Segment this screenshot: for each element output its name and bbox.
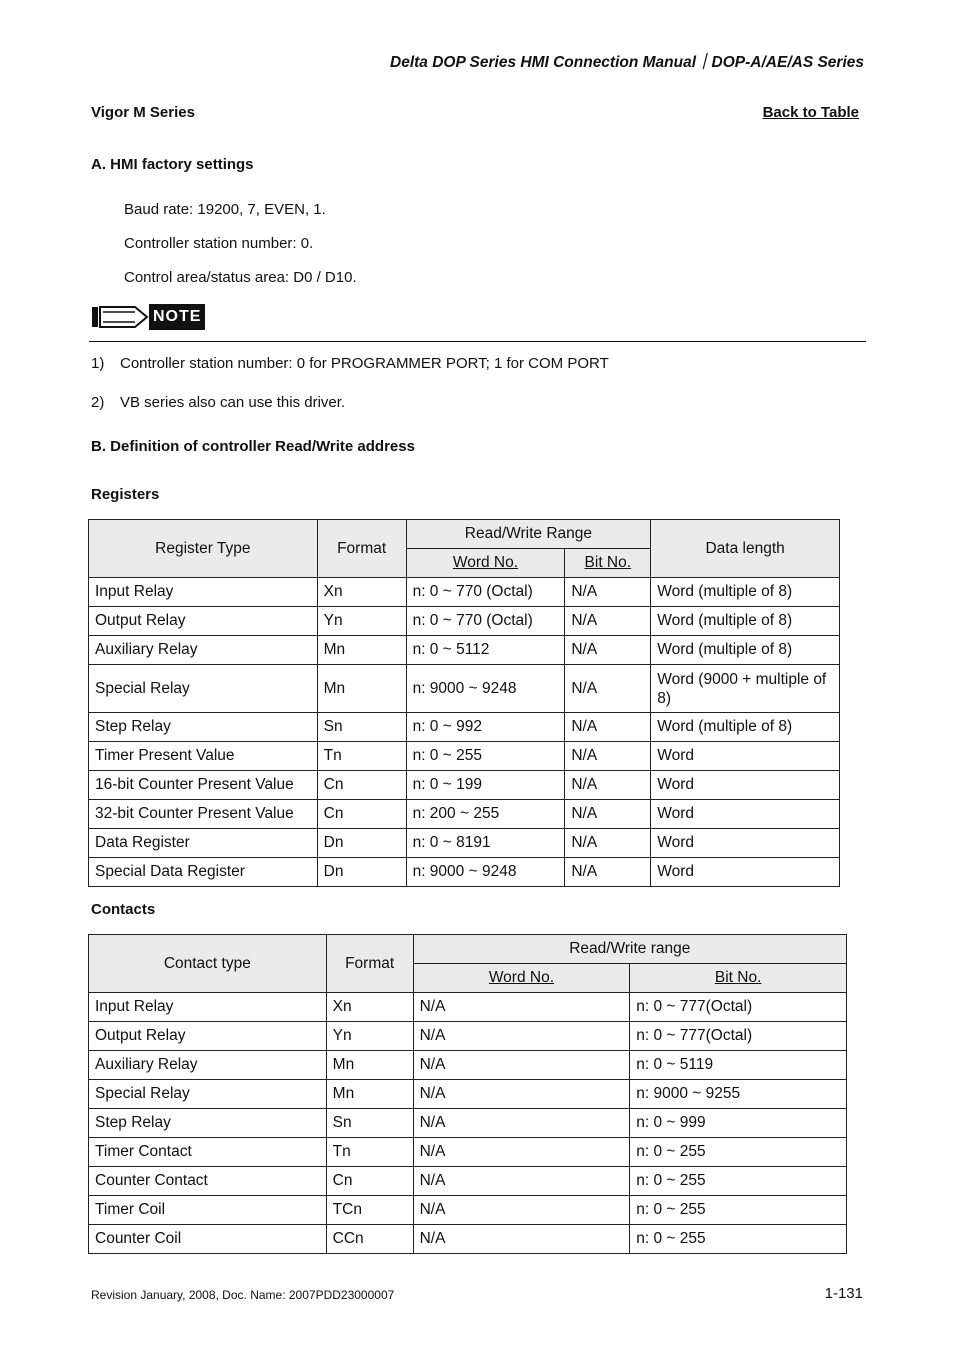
cell-bit: N/A (565, 858, 651, 887)
setting-station-number: Controller station number: 0. (124, 235, 314, 252)
note-item-text: VB series also can use this driver. (120, 394, 346, 411)
col-word-no: Word No. (413, 964, 630, 993)
table-row (89, 1051, 847, 1080)
cell-format: Sn (317, 713, 406, 742)
cell-type: Data Register (89, 829, 318, 858)
cell-length: Word (multiple of 8) (651, 607, 840, 636)
note-pencil-icon (91, 304, 149, 330)
cell-type: Input Relay (89, 578, 318, 607)
cell-type: Step Relay (89, 1109, 327, 1138)
cell-word: N/A (413, 1225, 630, 1254)
cell-bit: n: 0 ~ 255 (630, 1167, 847, 1196)
cell-type: Input Relay (89, 993, 327, 1022)
page-title: Vigor M Series (91, 104, 195, 121)
cell-format: Dn (317, 829, 406, 858)
cell-word: N/A (413, 1196, 630, 1225)
cell-word: n: 0 ~ 770 (Octal) (406, 607, 565, 636)
cell-word: n: 0 ~ 992 (406, 713, 565, 742)
cell-bit: n: 0 ~ 255 (630, 1225, 847, 1254)
table-row (89, 1080, 847, 1109)
section-b-heading: B. Definition of controller Read/Write address (91, 438, 415, 455)
cell-word: N/A (413, 1051, 630, 1080)
cell-format: Mn (317, 665, 406, 713)
cell-format: Tn (317, 742, 406, 771)
table-row (89, 636, 840, 665)
table-row (89, 1138, 847, 1167)
cell-bit: N/A (565, 665, 651, 713)
note-item-text: Controller station number: 0 for PROGRAMMER PORT; 1 for COM PORT (120, 355, 609, 372)
note-item (91, 355, 609, 372)
cell-word: N/A (413, 1022, 630, 1051)
table-row (89, 993, 847, 1022)
setting-control-area: Control area/status area: D0 / D10. (124, 269, 357, 286)
registers-heading: Registers (91, 486, 160, 503)
cell-word: n: 9000 ~ 9248 (406, 858, 565, 887)
note-item-number: 2) (91, 394, 105, 411)
note-item-number: 1) (91, 355, 105, 372)
cell-format: Yn (326, 1022, 413, 1051)
cell-type: Special Relay (89, 665, 318, 713)
cell-bit: n: 0 ~ 255 (630, 1196, 847, 1225)
col-read-write-range: Read/Write Range (406, 520, 651, 549)
cell-format: Sn (326, 1109, 413, 1138)
cell-type: 32-bit Counter Present Value (89, 800, 318, 829)
setting-baud-rate: Baud rate: 19200, 7, EVEN, 1. (124, 201, 326, 218)
cell-length: Word (multiple of 8) (651, 713, 840, 742)
cell-word: N/A (413, 1080, 630, 1109)
cell-type: Timer Contact (89, 1138, 327, 1167)
cell-format: Cn (317, 800, 406, 829)
cell-format: Xn (326, 993, 413, 1022)
cell-bit: N/A (565, 800, 651, 829)
col-register-type: Register Type (89, 520, 318, 578)
table-row (89, 1167, 847, 1196)
cell-format: Xn (317, 578, 406, 607)
cell-format: Mn (326, 1080, 413, 1109)
table-row (89, 829, 840, 858)
footer-revision: Revision January, 2008, Doc. Name: 2007PDD23000007 (91, 1288, 395, 1302)
table-row (89, 742, 840, 771)
cell-bit: N/A (565, 713, 651, 742)
cell-bit: N/A (565, 607, 651, 636)
cell-length: Word (651, 800, 840, 829)
table-row (89, 1109, 847, 1138)
col-read-write-range: Read/Write range (413, 935, 846, 964)
cell-bit: N/A (565, 742, 651, 771)
cell-bit: N/A (565, 829, 651, 858)
cell-length: Word (651, 829, 840, 858)
cell-bit: N/A (565, 771, 651, 800)
note-item (91, 394, 345, 411)
col-bit-no: Bit No. (630, 964, 847, 993)
registers-table (88, 519, 840, 887)
cell-type: 16-bit Counter Present Value (89, 771, 318, 800)
table-row (89, 665, 840, 713)
back-to-table-link[interactable]: Back to Table (762, 104, 859, 121)
cell-word: n: 0 ~ 5112 (406, 636, 565, 665)
cell-bit: n: 0 ~ 5119 (630, 1051, 847, 1080)
cell-type: Timer Present Value (89, 742, 318, 771)
col-format: Format (326, 935, 413, 993)
cell-length: Word (multiple of 8) (651, 578, 840, 607)
cell-word: n: 200 ~ 255 (406, 800, 565, 829)
col-word-no: Word No. (406, 549, 565, 578)
cell-format: CCn (326, 1225, 413, 1254)
cell-word: n: 0 ~ 199 (406, 771, 565, 800)
cell-format: Tn (326, 1138, 413, 1167)
cell-bit: N/A (565, 636, 651, 665)
cell-word: n: 0 ~ 770 (Octal) (406, 578, 565, 607)
note-badge: NOTE (149, 304, 205, 330)
note-banner (91, 303, 205, 331)
cell-format: Yn (317, 607, 406, 636)
table-row (89, 800, 840, 829)
col-data-length: Data length (651, 520, 840, 578)
section-a-heading: A. HMI factory settings (91, 156, 254, 173)
table-row (89, 1225, 847, 1254)
col-bit-no: Bit No. (565, 549, 651, 578)
cell-word: N/A (413, 1109, 630, 1138)
table-row (89, 607, 840, 636)
cell-type: Special Relay (89, 1080, 327, 1109)
cell-format: TCn (326, 1196, 413, 1225)
cell-type: Counter Contact (89, 1167, 327, 1196)
contacts-heading: Contacts (91, 901, 156, 918)
cell-length: Word (651, 742, 840, 771)
cell-word: n: 0 ~ 255 (406, 742, 565, 771)
cell-type: Timer Coil (89, 1196, 327, 1225)
cell-word: N/A (413, 1138, 630, 1167)
cell-bit: n: 9000 ~ 9255 (630, 1080, 847, 1109)
cell-bit: n: 0 ~ 255 (630, 1138, 847, 1167)
cell-type: Output Relay (89, 607, 318, 636)
page-number: 1-131 (824, 1285, 863, 1302)
cell-length: Word (651, 858, 840, 887)
cell-length: Word (multiple of 8) (651, 636, 840, 665)
cell-type: Special Data Register (89, 858, 318, 887)
cell-type: Auxiliary Relay (89, 1051, 327, 1080)
cell-type: Output Relay (89, 1022, 327, 1051)
cell-word: N/A (413, 1167, 630, 1196)
contacts-table (88, 934, 847, 1254)
table-row (89, 578, 840, 607)
table-row (89, 713, 840, 742)
col-format: Format (317, 520, 406, 578)
cell-type: Auxiliary Relay (89, 636, 318, 665)
cell-bit: N/A (565, 578, 651, 607)
cell-format: Cn (317, 771, 406, 800)
cell-bit: n: 0 ~ 777(Octal) (630, 993, 847, 1022)
table-row (89, 1196, 847, 1225)
cell-bit: n: 0 ~ 999 (630, 1109, 847, 1138)
table-row (89, 858, 840, 887)
table-row (89, 1022, 847, 1051)
table-row (89, 771, 840, 800)
cell-format: Dn (317, 858, 406, 887)
col-contact-type: Contact type (89, 935, 327, 993)
cell-type: Counter Coil (89, 1225, 327, 1254)
cell-word: N/A (413, 993, 630, 1022)
cell-word: n: 9000 ~ 9248 (406, 665, 565, 713)
cell-format: Cn (326, 1167, 413, 1196)
cell-type: Step Relay (89, 713, 318, 742)
cell-word: n: 0 ~ 8191 (406, 829, 565, 858)
manual-header: Delta DOP Series HMI Connection Manual｜DOP-A/AE/AS Series (390, 54, 864, 71)
cell-format: Mn (326, 1051, 413, 1080)
cell-format: Mn (317, 636, 406, 665)
note-divider (89, 341, 866, 342)
cell-bit: n: 0 ~ 777(Octal) (630, 1022, 847, 1051)
cell-length: Word (651, 771, 840, 800)
cell-length: Word (9000 + multiple of 8) (651, 665, 840, 713)
